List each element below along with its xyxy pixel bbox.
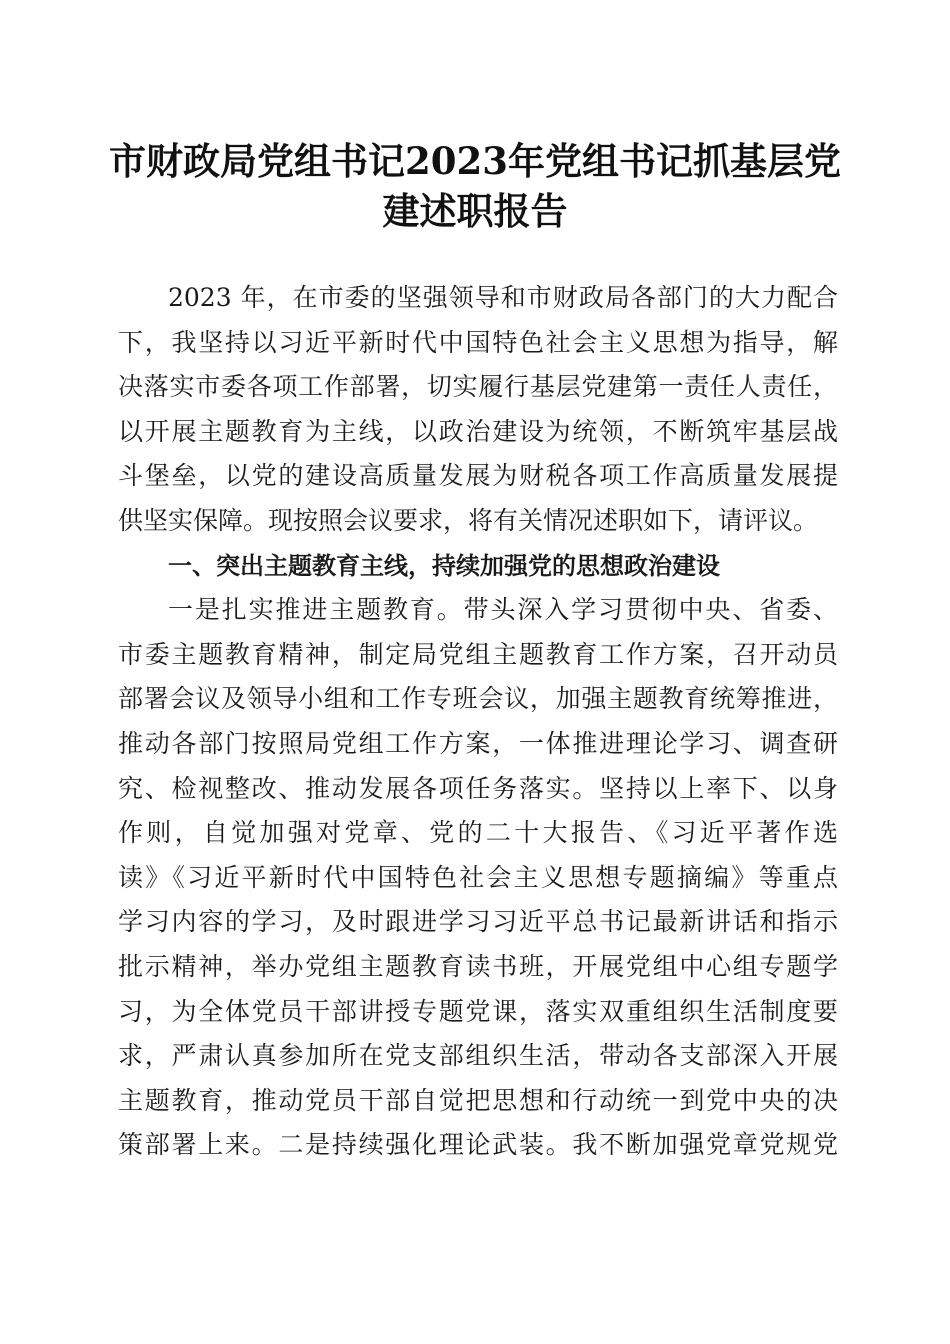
title-line-1: 市财政局党组书记2023年党组书记抓基层党 (109, 139, 841, 183)
body-line: 策部署上来。二是持续强化理论武装。我不断加强党章党规党 (118, 1130, 838, 1160)
body-line: 习，为全体党员干部讲授专题党课，落实双重组织生活制度要 (118, 996, 838, 1026)
document-body (118, 276, 838, 1168)
body-line: 供坚实保障。现按照会议要求，将有关情况述职如下，请评议。 (118, 505, 819, 535)
body-line: 学习内容的学习，及时跟进学习习近平总书记最新讲话和指示 (118, 907, 838, 937)
body-line: 究、检视整改、推动发展各项任务落实。坚持以上率下、以身 (118, 773, 838, 803)
body-line: 推动各部门按照局党组工作方案，一体推进理论学习、调查研 (118, 728, 838, 758)
title-line-2: 建述职报告 (382, 189, 568, 233)
body-line: 决落实市委各项工作部署，切实履行基层党建第一责任人责任， (118, 372, 838, 402)
body-line: 部署会议及领导小组和工作专班会议，加强主题教育统筹推进， (118, 684, 838, 714)
body-line: 作则，自觉加强对党章、党的二十大报告、《习近平著作选 (118, 818, 838, 848)
body-line: 读》《习近平新时代中国特色社会主义思想专题摘编》等重点 (118, 862, 838, 892)
body-line: 主题教育，推动党员干部自觉把思想和行动统一到党中央的决 (118, 1085, 838, 1115)
body-line: 一是扎实推进主题教育。带头深入学习贯彻中央、省委、 (168, 595, 838, 625)
body-line: 斗堡垒，以党的建设高质量发展为财税各项工作高质量发展提 (118, 461, 838, 491)
body-line: 以开展主题教育为主线，以政治建设为统领，不断筑牢基层战 (118, 416, 838, 446)
body-line: 求，严肃认真参加所在党支部组织生活，带动各支部深入开展 (118, 1041, 838, 1071)
body-line: 批示精神，举办党组主题教育读书班，开展党组中心组专题学 (118, 951, 838, 981)
body-line: 下，我坚持以习近平新时代中国特色社会主义思想为指导，解 (118, 327, 838, 357)
body-line: 2023 年，在市委的坚强领导和市财政局各部门的大力配合 (168, 283, 838, 312)
document-title (100, 136, 850, 236)
section-heading: 一、突出主题教育主线，持续加强党的思想政治建设 (168, 551, 720, 580)
body-line: 市委主题教育精神，制定局党组主题教育工作方案，召开动员 (118, 639, 838, 669)
